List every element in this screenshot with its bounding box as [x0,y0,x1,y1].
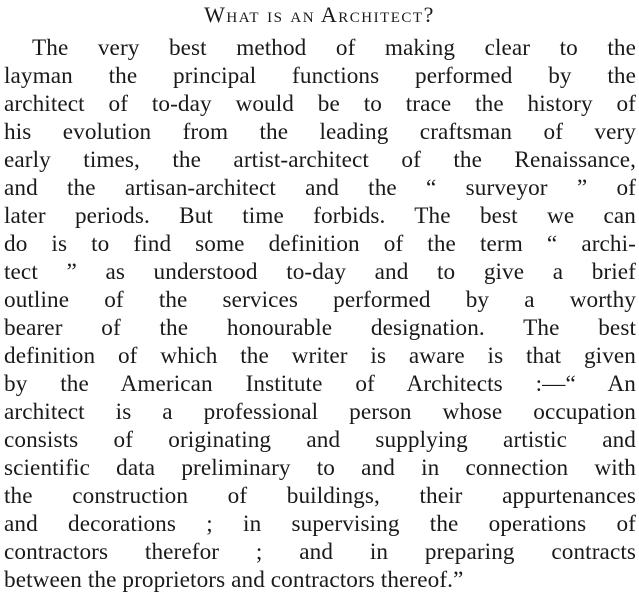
paragraph-line-18: and decorations ; in supervising the operations of [4,511,636,537]
paragraph-line-5: early times, the artist-architect of the Renaissance, [4,147,636,173]
paragraph-line-17: the construction of buildings, their appurtenances [4,483,636,509]
paragraph-line-14: architect is a professional person whose occupation [4,399,636,425]
paragraph-line-13: by the American Institute of Architects :—“ An [4,371,636,397]
paragraph-line-6: and the artisan-architect and the “ surveyor ” of [4,175,636,201]
paragraph-line-19: contractors therefor ; and in preparing contracts [4,539,636,565]
paragraph-line-3: architect of to-day would be to trace the history of [4,91,636,117]
paragraph-line-8: do is to find some definition of the term “ archi- [4,231,636,257]
paragraph-line-12: definition of which the writer is aware is that given [4,343,636,369]
paragraph-line-7: later periods. But time forbids. The best we can [4,203,636,229]
paragraph-line-1: The very best method of making clear to the [32,35,636,61]
paragraph-line-10: outline of the services performed by a worthy [4,287,636,313]
paragraph-line-9: tect ” as understood to-day and to give a brief [4,259,636,285]
paragraph-line-16: scientific data preliminary to and in connection with [4,455,636,481]
paragraph-line-2: layman the principal functions performed by the [4,63,636,89]
paragraph-line-15: consists of originating and supplying artistic and [4,427,636,453]
paragraph-line-20: between the proprietors and contractors thereof.” [4,567,464,593]
paragraph-line-11: bearer of the honourable designation. The best [4,315,636,341]
article-title: What is an Architect? [204,2,435,27]
paragraph-line-4: his evolution from the leading craftsman of very [4,119,636,145]
